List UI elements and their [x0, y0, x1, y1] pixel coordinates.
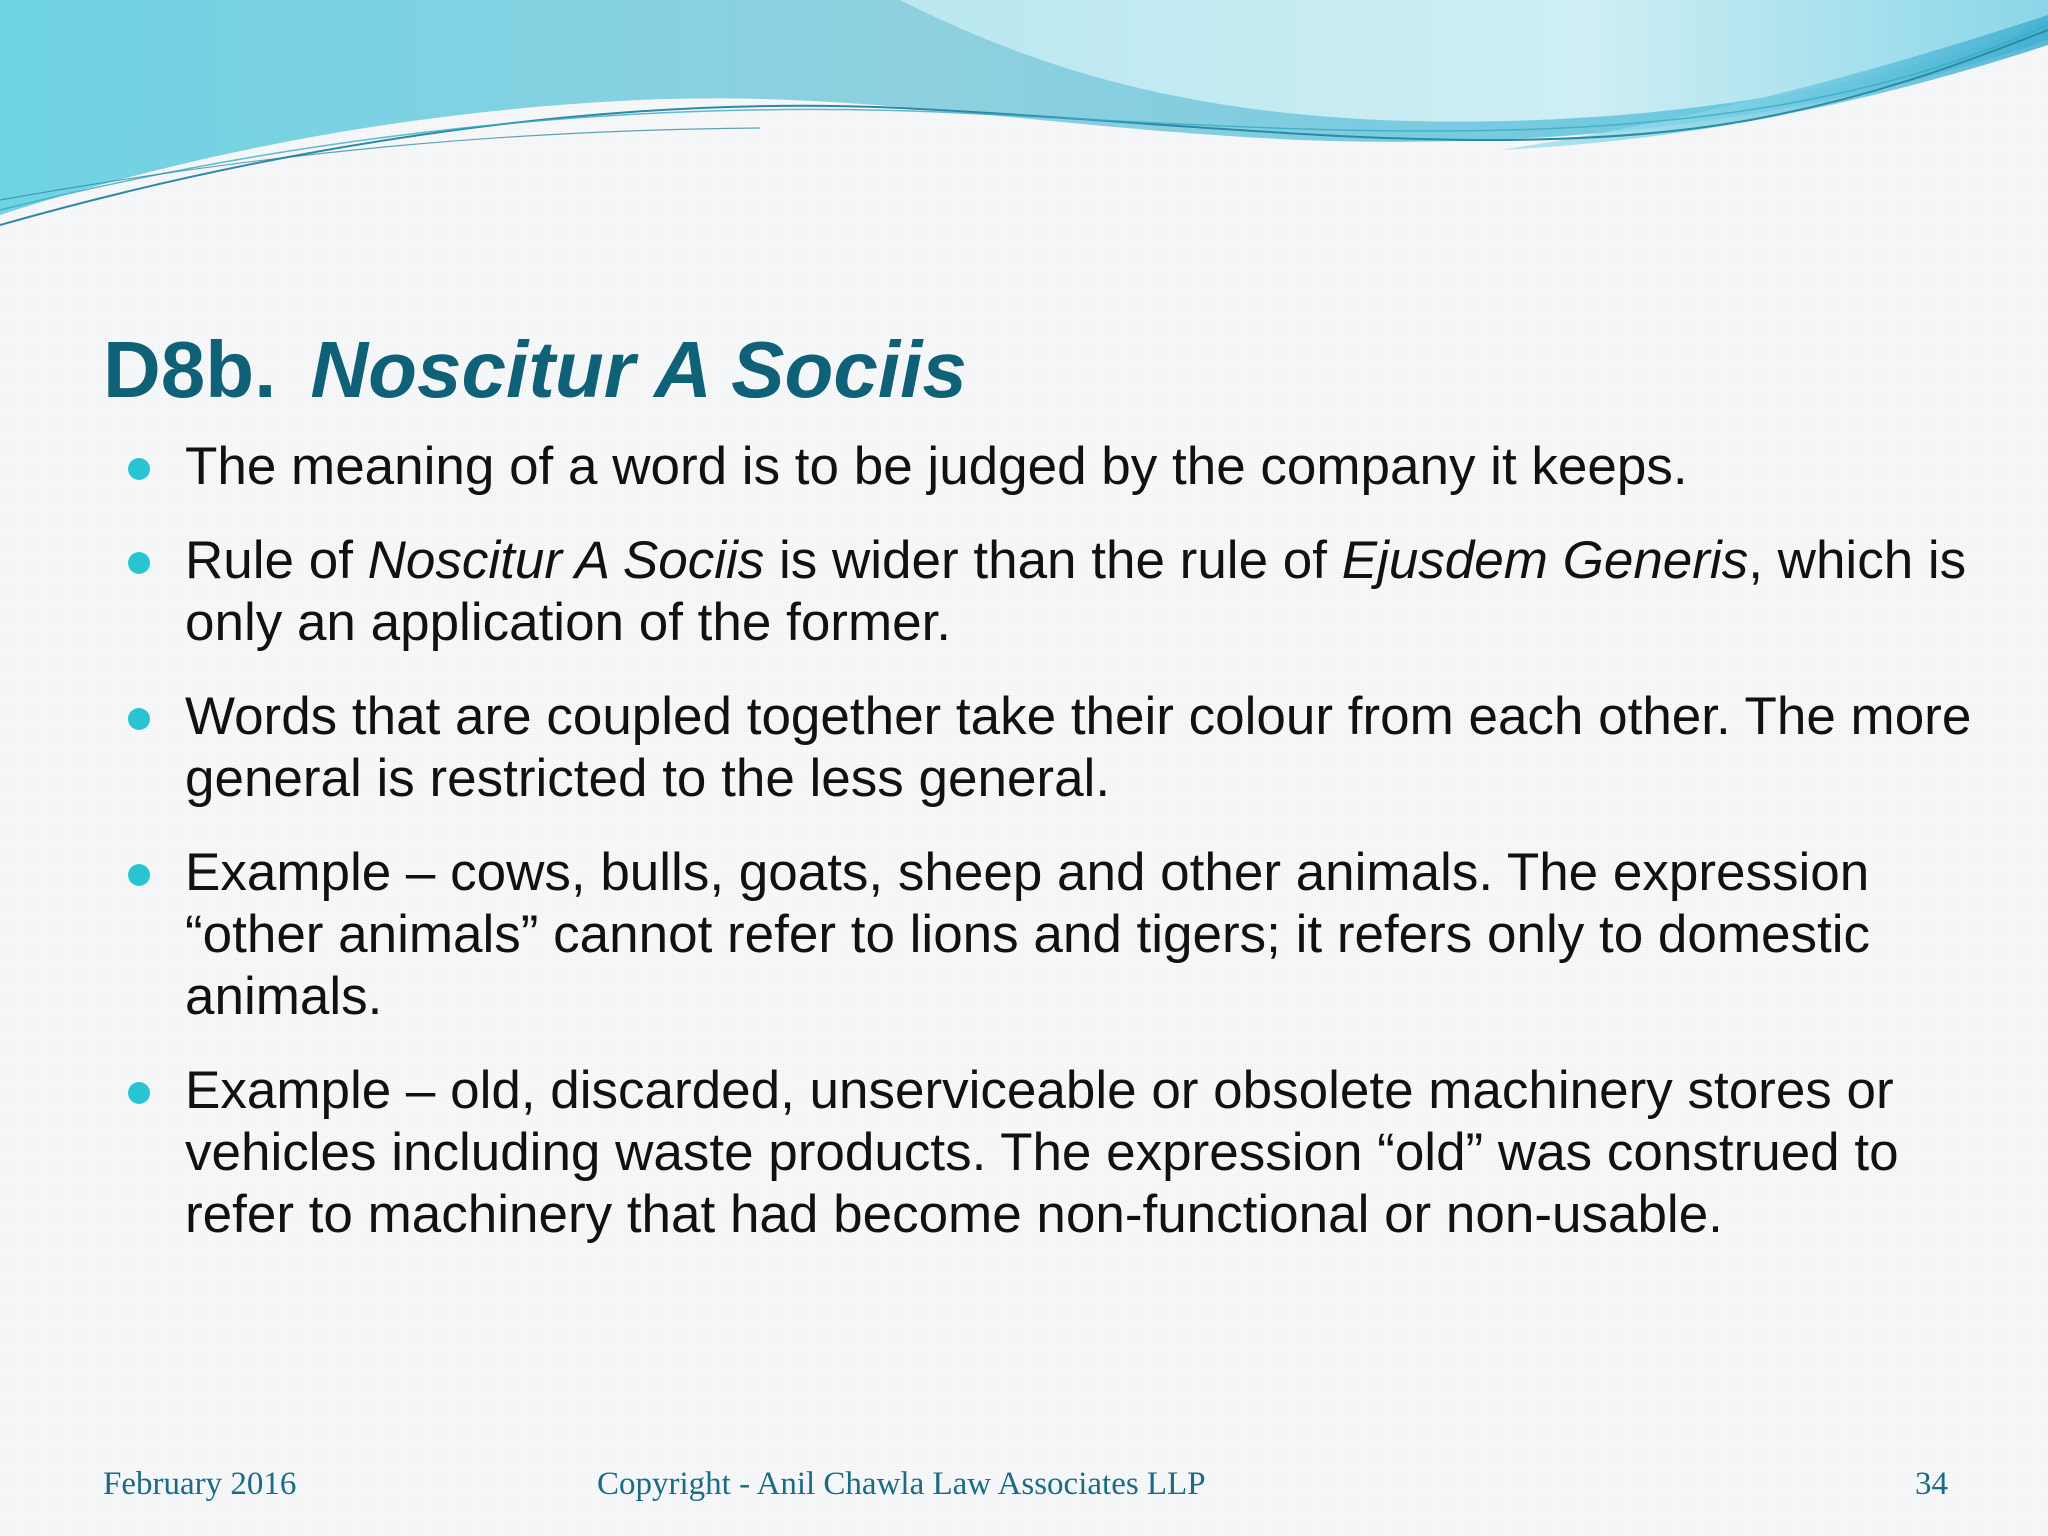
- bullet-dot-icon: [128, 708, 150, 730]
- bullet-dot-icon: [128, 458, 150, 480]
- bullet-text-segment: , which is only an application of the former.: [185, 531, 1967, 652]
- bullet-text: [185, 1060, 1988, 1246]
- bullet-item: [0, 436, 2048, 498]
- bullet-dot-icon: [128, 552, 150, 574]
- title-term: Noscitur A Sociis: [310, 325, 967, 414]
- bullet-text-segment: Rule of: [185, 531, 368, 590]
- footer-date: February 2016: [103, 1466, 297, 1502]
- bullet-text: [185, 842, 1988, 1028]
- bullet-item: [0, 842, 2048, 1028]
- slide-title: [103, 322, 967, 418]
- bullet-dot-icon: [128, 864, 150, 886]
- bullet-text-segment: Example – cows, bulls, goats, sheep and other animals. The expression “other animals” cannot refer to lions and tigers; it refers only to domestic animals.: [185, 843, 1870, 1026]
- bullet-text-segment: The meaning of a word is to be judged by the company it keeps.: [185, 437, 1688, 496]
- bullet-item: [0, 686, 2048, 810]
- footer-copyright: Copyright - Anil Chawla Law Associates LLP: [597, 1466, 1206, 1502]
- bullet-italic-term: Noscitur A Sociis: [367, 531, 765, 590]
- bullet-item: [0, 530, 2048, 654]
- bullet-text-segment: is wider than the rule of: [764, 531, 1342, 590]
- bullet-text-segment: Words that are coupled together take their colour from each other. The more general is restricted to the less general.: [185, 687, 1972, 808]
- bullet-list: [0, 436, 2048, 1278]
- header-wave-decoration: [0, 0, 2048, 240]
- bullet-text: [185, 686, 1988, 810]
- bullet-text: [185, 436, 1988, 498]
- bullet-text-segment: Example – old, discarded, unserviceable or obsolete machinery stores or vehicles including waste products. The expression “old” was construed to refer to machinery that had become non-functional or non-usable.: [185, 1061, 1899, 1244]
- bullet-item: [0, 1060, 2048, 1246]
- page-number: 34: [1915, 1466, 1948, 1502]
- bullet-italic-term: Ejusdem Generis: [1341, 531, 1749, 590]
- title-code: D8b.: [103, 325, 277, 414]
- bullet-text: [185, 530, 1988, 654]
- bullet-dot-icon: [128, 1082, 150, 1104]
